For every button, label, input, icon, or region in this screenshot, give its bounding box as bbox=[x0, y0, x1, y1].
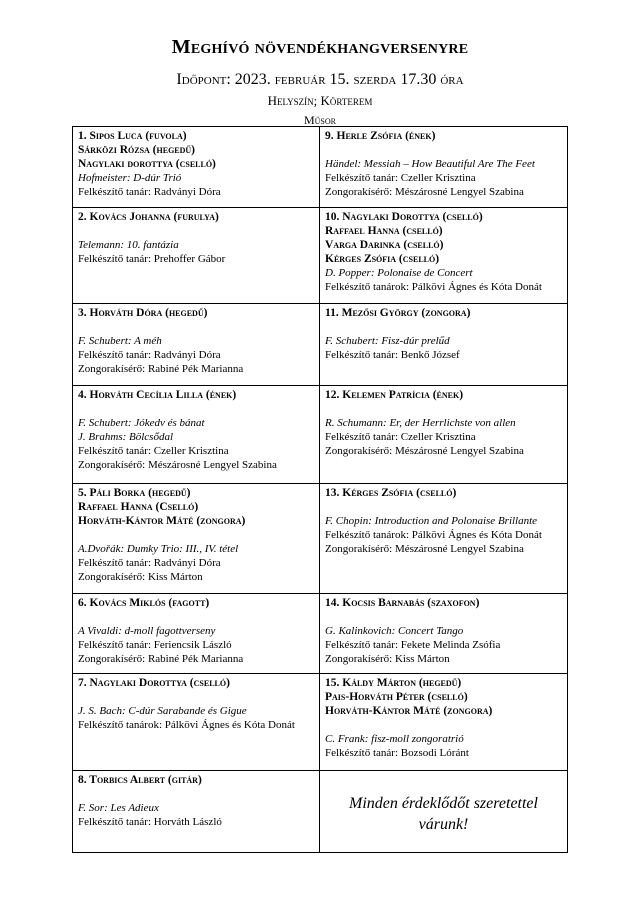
performer: 5. Páli Borka (hegedű) bbox=[78, 487, 191, 499]
piece-title: R. Schumann: Er, der Herrlichste von allen bbox=[325, 417, 516, 429]
program-item-14 bbox=[320, 594, 568, 674]
program-item-1 bbox=[73, 127, 320, 208]
program-item-15 bbox=[320, 674, 568, 771]
teacher: Felkészítő tanár: Prehoffer Gábor bbox=[78, 253, 226, 265]
piece-title: F. Schubert: Fisz-dúr prelűd bbox=[325, 335, 450, 347]
teacher: Felkészítő tanár: Radványi Dóra bbox=[78, 186, 221, 198]
invitation-line: várunk! bbox=[418, 816, 469, 833]
program-item-7 bbox=[73, 674, 320, 771]
accompanist: Zongorakísérő: Rabiné Pék Marianna bbox=[78, 363, 244, 375]
program-label: Műsor bbox=[303, 113, 336, 127]
performer: 10. Nagylaki Dorottya (cselló) bbox=[325, 211, 483, 223]
piece-title: J. S. Bach: C-dúr Sarabande és Gigue bbox=[78, 705, 247, 717]
performer: 9. Herle Zsófia (ének) bbox=[325, 130, 436, 142]
performer: 15. Káldy Márton (hegedű) bbox=[325, 677, 462, 689]
teacher: Felkészítő tanár: Czeller Krisztina bbox=[325, 172, 476, 184]
performer: Nagylaki dorottya (cselló) bbox=[78, 158, 216, 170]
performer: 11. Mezősi György (zongora) bbox=[325, 307, 471, 319]
performer: Horváth-Kántor Máté (zongora) bbox=[325, 705, 493, 717]
piece-title: J. Brahms: Bölcsődal bbox=[78, 431, 174, 443]
performer: 7. Nagylaki Dorottya (cselló) bbox=[78, 677, 230, 689]
performer: 2. Kovács Johanna (furulya) bbox=[78, 211, 219, 223]
piece-title: A.Dvořák: Dumky Trio: III., IV. tétel bbox=[78, 543, 239, 555]
piece-title: F. Schubert: Jókedv és bánat bbox=[78, 417, 205, 429]
teacher: Felkészítő tanár: Radványi Dóra bbox=[78, 557, 221, 569]
program-item-2 bbox=[73, 208, 320, 304]
performer: 14. Kocsis Barnabás (szaxofon) bbox=[325, 597, 480, 609]
program-item-5 bbox=[73, 484, 320, 594]
program-item-10 bbox=[320, 208, 568, 304]
program-item-3 bbox=[73, 304, 320, 386]
performer: 6. Kovács Miklós (fagott) bbox=[78, 597, 210, 609]
performer: 1. Sipos Luca (fuvola) bbox=[78, 130, 187, 142]
teacher: Felkészítő tanár: Czeller Krisztina bbox=[78, 445, 229, 457]
accompanist: Zongorakísérő: Mészárosné Lengyel Szabina bbox=[325, 186, 524, 198]
accompanist: Zongorakísérő: Kiss Márton bbox=[78, 571, 203, 583]
performer: 12. Kelemen Patrícia (ének) bbox=[325, 389, 464, 401]
teacher: Felkészítő tanár: Czeller Krisztina bbox=[325, 431, 476, 443]
piece-title: Telemann: 10. fantázia bbox=[78, 239, 179, 251]
event-place: Helyszín; Körterem bbox=[267, 93, 373, 108]
piece-title: F. Sor: Les Adieux bbox=[78, 802, 159, 814]
performer: Varga Darinka (cselló) bbox=[325, 239, 444, 251]
piece-title: C. Frank: fisz-moll zongoratrió bbox=[325, 733, 464, 745]
program-item-12 bbox=[320, 386, 568, 484]
performer: 3. Horváth Dóra (hegedű) bbox=[78, 307, 208, 319]
teacher: Felkészítő tanár: Fekete Melinda Zsófia bbox=[325, 639, 501, 651]
page-title: Meghívó növendékhangversenyre bbox=[171, 36, 469, 58]
event-date: Időpont: 2023. február 15. szerda 17.30 óra bbox=[176, 71, 464, 88]
performer: 8. Torbics Albert (gitár) bbox=[78, 774, 202, 786]
piece-title: F. Schubert: A méh bbox=[78, 335, 162, 347]
piece-title: G. Kalinkovich: Concert Tango bbox=[325, 625, 464, 637]
teacher: Felkészítő tanár: Bozsodi Lóránt bbox=[325, 747, 469, 759]
program-item-11 bbox=[320, 304, 568, 386]
performer: Raffael Hanna (Cselló) bbox=[78, 501, 199, 513]
teacher: Felkészítő tanárok: Pálkövi Ágnes és Kóta Donát bbox=[78, 719, 295, 731]
teacher: Felkészítő tanár: Benkő József bbox=[325, 349, 460, 361]
program-item-6 bbox=[73, 594, 320, 674]
accompanist: Zongorakísérő: Mészárosné Lengyel Szabina bbox=[325, 445, 524, 457]
performer: Sárközi Rózsa (hegedű) bbox=[78, 144, 196, 156]
teacher: Felkészítő tanárok: Pálkövi Ágnes és Kóta Donát bbox=[325, 281, 542, 293]
program-table bbox=[72, 126, 568, 853]
teacher: Felkészítő tanár: Horváth László bbox=[78, 816, 222, 828]
invitation-line: Minden érdeklődőt szeretettel bbox=[349, 795, 538, 812]
performer: 13. Kérges Zsófia (cselló) bbox=[325, 487, 457, 499]
piece-title: Hofmeister: D-dúr Trió bbox=[78, 172, 182, 184]
teacher: Felkészítő tanár: Radványi Dóra bbox=[78, 349, 221, 361]
piece-title: Händel: Messiah – How Beautiful Are The Feet bbox=[325, 158, 535, 170]
teacher: Felkészítő tanár: Feriencsik László bbox=[78, 639, 232, 651]
performer: Raffael Hanna (cselló) bbox=[325, 225, 443, 237]
performer: 4. Horváth Cecília Lilla (ének) bbox=[78, 389, 237, 401]
invitation-cell bbox=[320, 771, 568, 853]
performer: Pais-Horváth Péter (cselló) bbox=[325, 691, 468, 703]
performer: Kérges Zsófia (cselló) bbox=[325, 253, 440, 265]
accompanist: Zongorakísérő: Mészárosné Lengyel Szabina bbox=[325, 543, 524, 555]
piece-title: D. Popper: Polonaise de Concert bbox=[325, 267, 473, 279]
program-item-8 bbox=[73, 771, 320, 853]
accompanist: Zongorakísérő: Rabiné Pék Marianna bbox=[78, 653, 244, 665]
invitation-text bbox=[325, 773, 562, 835]
piece-title: F. Chopin: Introduction and Polonaise Brillante bbox=[325, 515, 538, 527]
program-item-13 bbox=[320, 484, 568, 594]
teacher: Felkészítő tanárok: Pálkövi Ágnes és Kóta Donát bbox=[325, 529, 542, 541]
accompanist: Zongorakísérő: Kiss Márton bbox=[325, 653, 450, 665]
program-item-9 bbox=[320, 127, 568, 208]
program-item-4 bbox=[73, 386, 320, 484]
performer: Horváth-Kántor Máté (zongora) bbox=[78, 515, 246, 527]
piece-title: A Vivaldi: d-moll fagottverseny bbox=[78, 625, 216, 637]
accompanist: Zongorakísérő: Mészárosné Lengyel Szabina bbox=[78, 459, 277, 471]
